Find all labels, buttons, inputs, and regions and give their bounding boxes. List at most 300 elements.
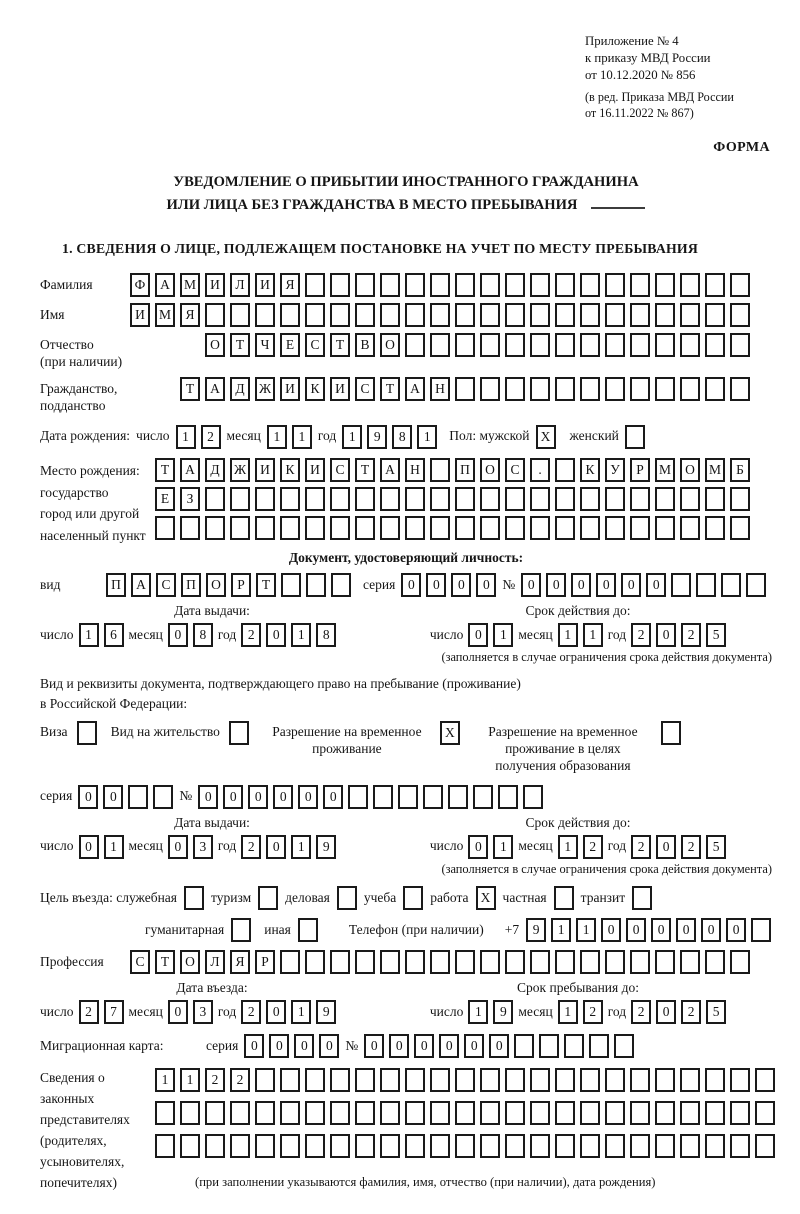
name-cell[interactable] (455, 303, 475, 327)
profession-cell[interactable] (680, 950, 700, 974)
citizenship-cell[interactable] (630, 377, 650, 401)
surname-cell[interactable] (505, 273, 525, 297)
purpose-transit-checkbox[interactable] (632, 886, 652, 910)
temp-residence-checkbox[interactable] (440, 721, 460, 745)
birthplace-cell[interactable] (555, 458, 575, 482)
patronymic-cell[interactable] (705, 333, 725, 357)
migration-number-cells[interactable] (364, 1034, 634, 1058)
profession-cells[interactable] (130, 950, 750, 974)
date-cell[interactable]: 2 (241, 1000, 261, 1024)
date-cell[interactable]: 2 (583, 835, 603, 859)
legal-reps-cell[interactable] (730, 1068, 750, 1092)
doc-number-cell[interactable]: 0 (596, 573, 616, 597)
legal-reps-row1-cells[interactable] (155, 1068, 775, 1092)
doc-number-cell[interactable]: 0 (621, 573, 641, 597)
phone-digit-cell[interactable]: 0 (676, 918, 696, 942)
date-cell[interactable]: 9 (493, 1000, 513, 1024)
name-cell[interactable] (330, 303, 350, 327)
permit-number-cell[interactable] (473, 785, 493, 809)
permit-valid-month[interactable] (558, 835, 603, 859)
birthplace-row1-cells[interactable] (155, 458, 750, 482)
legal-reps-cell[interactable] (530, 1134, 550, 1158)
name-cell[interactable] (280, 303, 300, 327)
date-cell[interactable]: 1 (291, 623, 311, 647)
legal-reps-cell[interactable] (355, 1101, 375, 1125)
doc-type-cell[interactable] (331, 573, 351, 597)
birthplace-cell[interactable] (655, 487, 675, 511)
migration-number-cell[interactable] (589, 1034, 609, 1058)
date-cell[interactable]: 0 (168, 835, 188, 859)
birthplace-cell[interactable]: И (305, 458, 325, 482)
date-cell[interactable]: 0 (656, 835, 676, 859)
patronymic-cells[interactable] (205, 333, 750, 357)
legal-reps-cell[interactable] (630, 1101, 650, 1125)
name-cell[interactable]: И (130, 303, 150, 327)
birthplace-cell[interactable] (355, 516, 375, 540)
permit-number-cell[interactable]: 0 (323, 785, 343, 809)
legal-reps-cell[interactable] (705, 1068, 725, 1092)
doc-number-cell[interactable]: 0 (571, 573, 591, 597)
legal-reps-cell[interactable] (655, 1068, 675, 1092)
birthplace-cell[interactable] (555, 516, 575, 540)
surname-cell[interactable] (530, 273, 550, 297)
stay-day[interactable] (468, 1000, 513, 1024)
temp-residence-checkbox-cell[interactable]: X (440, 721, 460, 745)
date-cell[interactable]: 0 (168, 1000, 188, 1024)
birthplace-cell[interactable] (530, 516, 550, 540)
permit-issue-day[interactable] (79, 835, 124, 859)
patronymic-cell[interactable] (730, 333, 750, 357)
migration-number-cell[interactable] (514, 1034, 534, 1058)
patronymic-cell[interactable] (655, 333, 675, 357)
name-cell[interactable] (580, 303, 600, 327)
birthplace-cell[interactable]: Т (355, 458, 375, 482)
birthplace-cell[interactable] (255, 487, 275, 511)
birthplace-cell[interactable]: К (280, 458, 300, 482)
name-cells[interactable] (130, 303, 750, 327)
birth-day-cell[interactable]: 1 (176, 425, 196, 449)
birthplace-cell[interactable] (305, 487, 325, 511)
doc-series-cell[interactable]: 0 (426, 573, 446, 597)
phone-digit-cell[interactable]: 0 (626, 918, 646, 942)
legal-reps-row2-cells[interactable] (155, 1101, 775, 1125)
patronymic-cell[interactable]: Ч (255, 333, 275, 357)
profession-cell[interactable] (505, 950, 525, 974)
name-cell[interactable]: М (155, 303, 175, 327)
doc-type-cell[interactable] (306, 573, 326, 597)
birthplace-cell[interactable] (430, 487, 450, 511)
date-cell[interactable]: 8 (316, 623, 336, 647)
legal-reps-cell[interactable]: 1 (180, 1068, 200, 1092)
profession-cell[interactable] (555, 950, 575, 974)
legal-reps-cell[interactable] (580, 1101, 600, 1125)
birthplace-cell[interactable]: П (455, 458, 475, 482)
date-cell[interactable]: 0 (266, 835, 286, 859)
date-cell[interactable]: 3 (193, 1000, 213, 1024)
surname-cell[interactable] (705, 273, 725, 297)
name-cell[interactable] (505, 303, 525, 327)
migration-series-cell[interactable]: 0 (294, 1034, 314, 1058)
doc-type-cell[interactable]: О (206, 573, 226, 597)
patronymic-cell[interactable] (480, 333, 500, 357)
date-cell[interactable]: 5 (706, 835, 726, 859)
patronymic-cell[interactable]: Т (230, 333, 250, 357)
name-cell[interactable] (630, 303, 650, 327)
birthplace-row2-cells[interactable] (155, 487, 750, 511)
legal-reps-cell[interactable] (405, 1068, 425, 1092)
purpose-checkbox-cell[interactable] (632, 886, 652, 910)
phone-digit-cell[interactable]: 1 (551, 918, 571, 942)
birthplace-cell[interactable]: И (255, 458, 275, 482)
legal-reps-cell[interactable] (580, 1134, 600, 1158)
birthplace-cell[interactable] (355, 487, 375, 511)
birth-month-cell[interactable]: 1 (292, 425, 312, 449)
entry-year[interactable] (241, 1000, 336, 1024)
doc-number-cell[interactable]: 0 (521, 573, 541, 597)
legal-reps-cell[interactable] (680, 1068, 700, 1092)
citizenship-cell[interactable]: А (205, 377, 225, 401)
phone-digit-cell[interactable]: 0 (651, 918, 671, 942)
profession-cell[interactable] (405, 950, 425, 974)
date-cell[interactable]: 1 (583, 623, 603, 647)
purpose-checkbox-cell[interactable] (258, 886, 278, 910)
birth-day-cells[interactable] (176, 425, 221, 449)
patronymic-cell[interactable] (530, 333, 550, 357)
migration-series-cell[interactable]: 0 (319, 1034, 339, 1058)
surname-cell[interactable]: Ф (130, 273, 150, 297)
citizenship-cell[interactable]: Н (430, 377, 450, 401)
birthplace-cell[interactable] (430, 516, 450, 540)
citizenship-cell[interactable]: Т (180, 377, 200, 401)
name-cell[interactable] (480, 303, 500, 327)
doc-type-cell[interactable]: Т (256, 573, 276, 597)
passport-issue-month[interactable] (168, 623, 213, 647)
legal-reps-cell[interactable] (230, 1101, 250, 1125)
patronymic-cell[interactable] (630, 333, 650, 357)
surname-cell[interactable] (330, 273, 350, 297)
birthplace-cell[interactable] (205, 487, 225, 511)
phone-cells[interactable] (526, 918, 771, 942)
profession-cell[interactable] (430, 950, 450, 974)
birthplace-cell[interactable] (705, 516, 725, 540)
date-cell[interactable]: 1 (493, 835, 513, 859)
legal-reps-cell[interactable] (355, 1068, 375, 1092)
profession-cell[interactable] (330, 950, 350, 974)
date-cell[interactable]: 0 (468, 835, 488, 859)
date-cell[interactable]: 2 (583, 1000, 603, 1024)
profession-cell[interactable] (455, 950, 475, 974)
purpose-checkbox-cell[interactable] (298, 918, 318, 942)
doc-number-cell[interactable]: 0 (646, 573, 666, 597)
birthplace-cell[interactable] (255, 516, 275, 540)
surname-cell[interactable]: Я (280, 273, 300, 297)
legal-reps-cell[interactable] (330, 1068, 350, 1092)
permit-valid-year[interactable] (631, 835, 726, 859)
visa-checkbox-cell[interactable] (77, 721, 97, 745)
profession-cell[interactable] (705, 950, 725, 974)
birthplace-cell[interactable] (405, 516, 425, 540)
date-cell[interactable]: 9 (316, 835, 336, 859)
legal-reps-cell[interactable] (755, 1134, 775, 1158)
birthplace-cell[interactable] (630, 516, 650, 540)
name-cell[interactable] (680, 303, 700, 327)
migration-number-cell[interactable] (564, 1034, 584, 1058)
profession-cell[interactable]: С (130, 950, 150, 974)
patronymic-cell[interactable] (555, 333, 575, 357)
education-checkbox-cell[interactable] (661, 721, 681, 745)
date-cell[interactable]: 5 (706, 623, 726, 647)
date-cell[interactable]: 2 (631, 623, 651, 647)
legal-reps-cell[interactable] (555, 1134, 575, 1158)
birthplace-cell[interactable]: О (680, 458, 700, 482)
permit-number-cell[interactable]: 0 (223, 785, 243, 809)
permit-series-cell[interactable] (128, 785, 148, 809)
legal-reps-cell[interactable] (405, 1134, 425, 1158)
surname-cell[interactable] (305, 273, 325, 297)
legal-reps-cell[interactable] (205, 1101, 225, 1125)
date-cell[interactable]: 1 (558, 623, 578, 647)
passport-issue-day[interactable] (79, 623, 124, 647)
birthplace-cell[interactable] (580, 516, 600, 540)
date-cell[interactable]: 1 (468, 1000, 488, 1024)
doc-number-cell[interactable] (746, 573, 766, 597)
patronymic-cell[interactable]: В (355, 333, 375, 357)
surname-cell[interactable] (555, 273, 575, 297)
phone-digit-cell[interactable]: 0 (601, 918, 621, 942)
date-cell[interactable]: 2 (681, 1000, 701, 1024)
permit-number-cell[interactable] (373, 785, 393, 809)
migration-number-cell[interactable]: 0 (414, 1034, 434, 1058)
legal-reps-cell[interactable] (305, 1068, 325, 1092)
legal-reps-cell[interactable] (580, 1068, 600, 1092)
date-cell[interactable]: 9 (316, 1000, 336, 1024)
citizenship-cell[interactable]: Ж (255, 377, 275, 401)
purpose-tourism-checkbox[interactable] (258, 886, 278, 910)
citizenship-cell[interactable] (730, 377, 750, 401)
profession-cell[interactable]: Я (230, 950, 250, 974)
birthplace-cell[interactable]: К (580, 458, 600, 482)
citizenship-cell[interactable] (455, 377, 475, 401)
doc-series-cell[interactable]: 0 (451, 573, 471, 597)
legal-reps-cell[interactable] (605, 1134, 625, 1158)
name-cell[interactable] (430, 303, 450, 327)
birthplace-cell[interactable] (680, 487, 700, 511)
surname-cell[interactable]: И (205, 273, 225, 297)
birthplace-cell[interactable]: Н (405, 458, 425, 482)
legal-reps-cell[interactable] (355, 1134, 375, 1158)
citizenship-cell[interactable] (505, 377, 525, 401)
legal-reps-cell[interactable] (305, 1134, 325, 1158)
birth-year-cell[interactable]: 1 (342, 425, 362, 449)
date-cell[interactable]: 8 (193, 623, 213, 647)
profession-cell[interactable] (730, 950, 750, 974)
purpose-official-checkbox[interactable] (184, 886, 204, 910)
date-cell[interactable]: 7 (104, 1000, 124, 1024)
legal-reps-cell[interactable] (530, 1068, 550, 1092)
profession-cell[interactable] (630, 950, 650, 974)
date-cell[interactable]: 1 (104, 835, 124, 859)
surname-cell[interactable] (355, 273, 375, 297)
legal-reps-row3-cells[interactable] (155, 1134, 775, 1158)
profession-cell[interactable] (580, 950, 600, 974)
permit-issue-year[interactable] (241, 835, 336, 859)
birthplace-cell[interactable] (380, 516, 400, 540)
doc-number-cells[interactable] (521, 573, 766, 597)
surname-cell[interactable] (405, 273, 425, 297)
legal-reps-cell[interactable] (555, 1101, 575, 1125)
purpose-work-checkbox[interactable] (476, 886, 496, 910)
legal-reps-cell[interactable] (505, 1101, 525, 1125)
date-cell[interactable]: 0 (656, 623, 676, 647)
name-cell[interactable]: Я (180, 303, 200, 327)
surname-cell[interactable]: М (180, 273, 200, 297)
surname-cell[interactable]: И (255, 273, 275, 297)
birth-year-cell[interactable]: 1 (417, 425, 437, 449)
name-cell[interactable] (230, 303, 250, 327)
permit-number-cell[interactable] (523, 785, 543, 809)
patronymic-cell[interactable] (580, 333, 600, 357)
legal-reps-cell[interactable] (705, 1101, 725, 1125)
birthplace-cell[interactable] (430, 458, 450, 482)
citizenship-cell[interactable] (705, 377, 725, 401)
residence-permit-checkbox-cell[interactable] (229, 721, 249, 745)
legal-reps-cell[interactable]: 2 (230, 1068, 250, 1092)
birthplace-cell[interactable] (480, 516, 500, 540)
legal-reps-cell[interactable] (630, 1134, 650, 1158)
legal-reps-cell[interactable] (505, 1134, 525, 1158)
surname-cell[interactable] (680, 273, 700, 297)
birthplace-cell[interactable] (405, 487, 425, 511)
purpose-checkbox-cell[interactable] (184, 886, 204, 910)
patronymic-cell[interactable] (505, 333, 525, 357)
legal-reps-cell[interactable] (255, 1134, 275, 1158)
migration-series-cell[interactable]: 0 (269, 1034, 289, 1058)
legal-reps-cell[interactable] (380, 1134, 400, 1158)
birthplace-cell[interactable]: Т (155, 458, 175, 482)
birth-year-cell[interactable]: 8 (392, 425, 412, 449)
surname-cell[interactable] (380, 273, 400, 297)
legal-reps-cell[interactable] (180, 1101, 200, 1125)
legal-reps-cell[interactable] (280, 1068, 300, 1092)
legal-reps-cell[interactable] (230, 1134, 250, 1158)
permit-number-cell[interactable] (498, 785, 518, 809)
legal-reps-cell[interactable] (280, 1101, 300, 1125)
birthplace-cell[interactable] (680, 516, 700, 540)
name-cell[interactable] (255, 303, 275, 327)
patronymic-cell[interactable] (455, 333, 475, 357)
phone-digit-cell[interactable] (751, 918, 771, 942)
legal-reps-cell[interactable] (405, 1101, 425, 1125)
birthplace-cell[interactable] (230, 516, 250, 540)
birthplace-cell[interactable]: Б (730, 458, 750, 482)
legal-reps-cell[interactable] (255, 1101, 275, 1125)
birthplace-cell[interactable] (230, 487, 250, 511)
patronymic-cell[interactable] (430, 333, 450, 357)
legal-reps-cell[interactable] (155, 1134, 175, 1158)
profession-cell[interactable] (355, 950, 375, 974)
date-cell[interactable]: 2 (241, 835, 261, 859)
legal-reps-cell[interactable] (430, 1068, 450, 1092)
citizenship-cell[interactable]: А (405, 377, 425, 401)
legal-reps-cell[interactable] (305, 1101, 325, 1125)
profession-cell[interactable] (305, 950, 325, 974)
stay-month[interactable] (558, 1000, 603, 1024)
name-cell[interactable] (305, 303, 325, 327)
citizenship-cell[interactable]: К (305, 377, 325, 401)
doc-type-cell[interactable]: П (181, 573, 201, 597)
passport-issue-year[interactable] (241, 623, 336, 647)
purpose-humanitarian-checkbox[interactable] (231, 918, 251, 942)
name-cell[interactable] (605, 303, 625, 327)
legal-reps-cell[interactable] (455, 1134, 475, 1158)
phone-digit-cell[interactable]: 1 (576, 918, 596, 942)
permit-series-cells[interactable] (78, 785, 173, 809)
purpose-checkbox-cell[interactable] (554, 886, 574, 910)
legal-reps-cell[interactable] (530, 1101, 550, 1125)
date-cell[interactable]: 5 (706, 1000, 726, 1024)
purpose-study-checkbox[interactable] (403, 886, 423, 910)
citizenship-cell[interactable] (680, 377, 700, 401)
citizenship-cell[interactable]: И (280, 377, 300, 401)
patronymic-cell[interactable]: О (205, 333, 225, 357)
citizenship-cell[interactable] (655, 377, 675, 401)
birthplace-cell[interactable]: Е (155, 487, 175, 511)
date-cell[interactable]: 1 (558, 835, 578, 859)
legal-reps-cell[interactable]: 2 (205, 1068, 225, 1092)
patronymic-cell[interactable]: Т (330, 333, 350, 357)
birth-year-cells[interactable] (342, 425, 437, 449)
date-cell[interactable]: 2 (631, 1000, 651, 1024)
permit-series-cell[interactable]: 0 (78, 785, 98, 809)
birthplace-cell[interactable] (330, 487, 350, 511)
doc-type-cell[interactable]: А (131, 573, 151, 597)
profession-cell[interactable] (380, 950, 400, 974)
surname-cell[interactable] (730, 273, 750, 297)
legal-reps-cell[interactable] (430, 1101, 450, 1125)
name-cell[interactable] (555, 303, 575, 327)
patronymic-cell[interactable] (605, 333, 625, 357)
doc-type-cell[interactable]: Р (231, 573, 251, 597)
birthplace-cell[interactable] (630, 487, 650, 511)
phone-digit-cell[interactable]: 0 (701, 918, 721, 942)
date-cell[interactable]: 0 (656, 1000, 676, 1024)
citizenship-cell[interactable]: С (355, 377, 375, 401)
birth-year-cell[interactable]: 9 (367, 425, 387, 449)
date-cell[interactable]: 3 (193, 835, 213, 859)
name-cell[interactable] (730, 303, 750, 327)
birthplace-cell[interactable] (505, 487, 525, 511)
birthplace-cell[interactable] (730, 487, 750, 511)
birth-month-cell[interactable]: 1 (267, 425, 287, 449)
passport-valid-year[interactable] (631, 623, 726, 647)
legal-reps-cell[interactable] (730, 1134, 750, 1158)
migration-number-cell[interactable] (539, 1034, 559, 1058)
permit-number-cells[interactable] (198, 785, 543, 809)
purpose-checkbox-cell[interactable] (337, 886, 357, 910)
surname-cell[interactable] (480, 273, 500, 297)
birthplace-cell[interactable]: О (480, 458, 500, 482)
purpose-business-checkbox[interactable] (337, 886, 357, 910)
citizenship-cells[interactable] (180, 377, 750, 401)
date-cell[interactable]: 2 (681, 835, 701, 859)
birthplace-cell[interactable] (305, 516, 325, 540)
phone-digit-cell[interactable]: 0 (726, 918, 746, 942)
birthplace-cell[interactable] (480, 487, 500, 511)
date-cell[interactable]: 1 (291, 1000, 311, 1024)
migration-number-cell[interactable]: 0 (439, 1034, 459, 1058)
legal-reps-cell[interactable] (255, 1068, 275, 1092)
profession-cell[interactable] (655, 950, 675, 974)
